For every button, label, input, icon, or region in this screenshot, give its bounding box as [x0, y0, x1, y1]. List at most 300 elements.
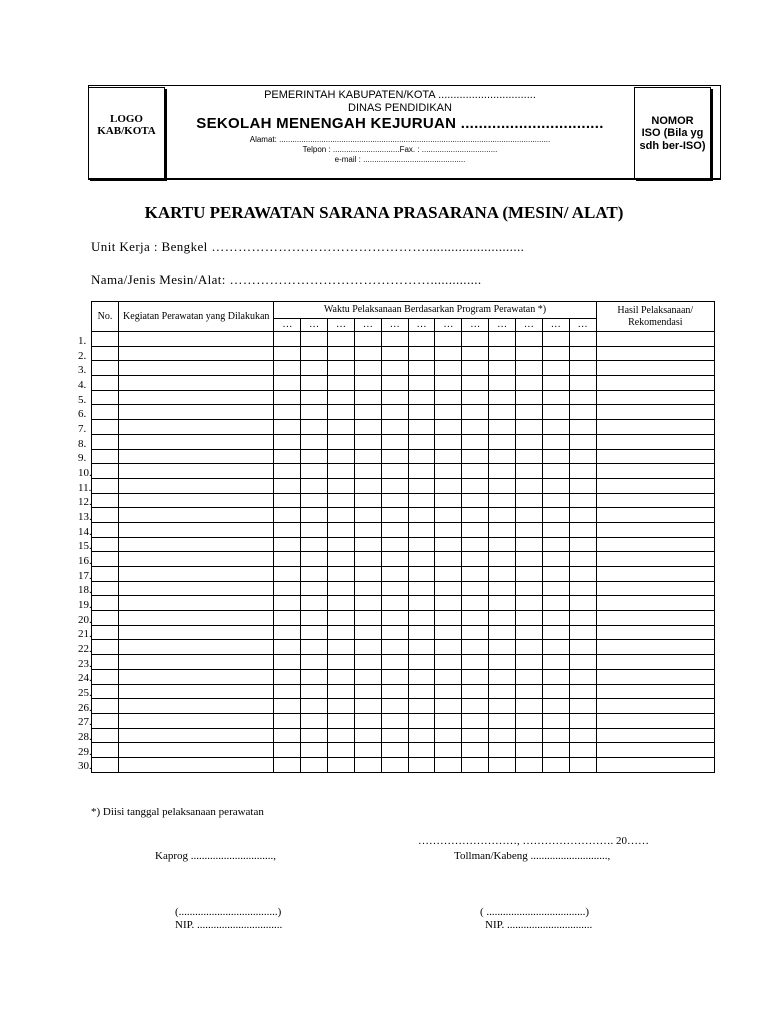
schedule-cell[interactable] [328, 449, 355, 464]
schedule-cell[interactable] [462, 699, 489, 714]
schedule-cell[interactable] [354, 361, 381, 376]
schedule-cell[interactable] [489, 596, 516, 611]
schedule-cell[interactable] [354, 567, 381, 582]
schedule-cell[interactable] [462, 728, 489, 743]
schedule-cell[interactable] [408, 478, 435, 493]
activity-cell[interactable] [119, 596, 274, 611]
schedule-cell[interactable] [328, 581, 355, 596]
schedule-cell[interactable] [301, 596, 328, 611]
schedule-cell[interactable] [515, 434, 542, 449]
activity-cell[interactable] [119, 522, 274, 537]
schedule-cell[interactable] [542, 581, 569, 596]
result-cell[interactable] [596, 493, 714, 508]
schedule-cell[interactable] [489, 522, 516, 537]
schedule-cell[interactable] [408, 420, 435, 435]
schedule-cell[interactable] [274, 567, 301, 582]
schedule-cell[interactable] [301, 464, 328, 479]
schedule-cell[interactable] [274, 743, 301, 758]
schedule-cell[interactable] [381, 464, 408, 479]
schedule-cell[interactable] [542, 596, 569, 611]
schedule-cell[interactable] [569, 376, 596, 391]
schedule-cell[interactable] [435, 713, 462, 728]
schedule-cell[interactable] [274, 669, 301, 684]
schedule-cell[interactable] [435, 743, 462, 758]
schedule-cell[interactable] [274, 611, 301, 626]
schedule-cell[interactable] [381, 611, 408, 626]
result-cell[interactable] [596, 611, 714, 626]
activity-cell[interactable] [119, 728, 274, 743]
schedule-cell[interactable] [515, 478, 542, 493]
schedule-cell[interactable] [542, 684, 569, 699]
schedule-cell[interactable] [569, 332, 596, 347]
schedule-cell[interactable] [301, 522, 328, 537]
schedule-cell[interactable] [569, 346, 596, 361]
schedule-cell[interactable] [274, 420, 301, 435]
schedule-cell[interactable] [489, 757, 516, 772]
schedule-cell[interactable] [542, 611, 569, 626]
schedule-cell[interactable] [435, 552, 462, 567]
schedule-cell[interactable] [489, 567, 516, 582]
activity-cell[interactable] [119, 567, 274, 582]
schedule-cell[interactable] [489, 552, 516, 567]
schedule-cell[interactable] [274, 552, 301, 567]
schedule-cell[interactable] [462, 390, 489, 405]
schedule-cell[interactable] [515, 728, 542, 743]
schedule-cell[interactable] [381, 346, 408, 361]
schedule-cell[interactable] [489, 669, 516, 684]
result-cell[interactable] [596, 478, 714, 493]
schedule-cell[interactable] [381, 684, 408, 699]
tollman-name-field[interactable]: ( ....................................) [480, 906, 590, 918]
schedule-cell[interactable] [569, 552, 596, 567]
activity-cell[interactable] [119, 346, 274, 361]
schedule-cell[interactable] [381, 552, 408, 567]
schedule-cell[interactable] [569, 420, 596, 435]
schedule-cell[interactable] [274, 537, 301, 552]
result-cell[interactable] [596, 713, 714, 728]
schedule-cell[interactable] [515, 346, 542, 361]
schedule-cell[interactable] [381, 376, 408, 391]
activity-cell[interactable] [119, 640, 274, 655]
schedule-cell[interactable] [489, 537, 516, 552]
result-cell[interactable] [596, 596, 714, 611]
schedule-cell[interactable] [381, 522, 408, 537]
schedule-cell[interactable] [569, 522, 596, 537]
schedule-cell[interactable] [408, 361, 435, 376]
schedule-cell[interactable] [569, 434, 596, 449]
result-cell[interactable] [596, 640, 714, 655]
schedule-cell[interactable] [515, 640, 542, 655]
schedule-cell[interactable] [542, 567, 569, 582]
schedule-cell[interactable] [301, 625, 328, 640]
result-cell[interactable] [596, 655, 714, 670]
schedule-cell[interactable] [489, 655, 516, 670]
result-cell[interactable] [596, 405, 714, 420]
schedule-cell[interactable] [381, 420, 408, 435]
result-cell[interactable] [596, 420, 714, 435]
schedule-cell[interactable] [408, 390, 435, 405]
schedule-cell[interactable] [542, 757, 569, 772]
schedule-cell[interactable] [408, 567, 435, 582]
schedule-cell[interactable] [435, 449, 462, 464]
schedule-cell[interactable] [274, 596, 301, 611]
schedule-cell[interactable] [301, 346, 328, 361]
result-cell[interactable] [596, 361, 714, 376]
result-cell[interactable] [596, 537, 714, 552]
schedule-cell[interactable] [354, 522, 381, 537]
schedule-cell[interactable] [301, 449, 328, 464]
schedule-cell[interactable] [489, 713, 516, 728]
schedule-cell[interactable] [489, 346, 516, 361]
schedule-cell[interactable] [489, 640, 516, 655]
schedule-cell[interactable] [328, 640, 355, 655]
schedule-cell[interactable] [435, 581, 462, 596]
schedule-cell[interactable] [301, 376, 328, 391]
schedule-cell[interactable] [462, 640, 489, 655]
activity-cell[interactable] [119, 508, 274, 523]
schedule-cell[interactable] [408, 699, 435, 714]
schedule-cell[interactable] [354, 581, 381, 596]
schedule-cell[interactable] [515, 376, 542, 391]
schedule-cell[interactable] [489, 625, 516, 640]
schedule-cell[interactable] [435, 434, 462, 449]
schedule-cell[interactable] [408, 596, 435, 611]
schedule-cell[interactable] [489, 390, 516, 405]
schedule-cell[interactable] [462, 508, 489, 523]
schedule-cell[interactable] [489, 743, 516, 758]
schedule-cell[interactable] [542, 728, 569, 743]
schedule-cell[interactable] [381, 699, 408, 714]
result-cell[interactable] [596, 332, 714, 347]
result-cell[interactable] [596, 625, 714, 640]
result-cell[interactable] [596, 757, 714, 772]
schedule-cell[interactable] [408, 743, 435, 758]
schedule-cell[interactable] [274, 376, 301, 391]
schedule-cell[interactable] [462, 625, 489, 640]
schedule-cell[interactable] [462, 684, 489, 699]
schedule-cell[interactable] [569, 405, 596, 420]
schedule-cell[interactable] [569, 581, 596, 596]
schedule-cell[interactable] [408, 405, 435, 420]
schedule-cell[interactable] [569, 757, 596, 772]
schedule-cell[interactable] [328, 611, 355, 626]
schedule-cell[interactable] [354, 713, 381, 728]
result-cell[interactable] [596, 434, 714, 449]
schedule-cell[interactable] [435, 522, 462, 537]
schedule-cell[interactable] [408, 684, 435, 699]
schedule-cell[interactable] [274, 493, 301, 508]
schedule-cell[interactable] [542, 434, 569, 449]
schedule-cell[interactable] [274, 449, 301, 464]
schedule-cell[interactable] [569, 699, 596, 714]
schedule-cell[interactable] [489, 728, 516, 743]
schedule-cell[interactable] [435, 420, 462, 435]
schedule-cell[interactable] [515, 699, 542, 714]
schedule-cell[interactable] [354, 405, 381, 420]
schedule-cell[interactable] [408, 757, 435, 772]
result-cell[interactable] [596, 552, 714, 567]
schedule-cell[interactable] [515, 361, 542, 376]
schedule-cell[interactable] [435, 699, 462, 714]
schedule-cell[interactable] [301, 669, 328, 684]
schedule-cell[interactable] [381, 405, 408, 420]
activity-cell[interactable] [119, 493, 274, 508]
schedule-cell[interactable] [408, 728, 435, 743]
schedule-cell[interactable] [515, 655, 542, 670]
schedule-cell[interactable] [354, 596, 381, 611]
schedule-cell[interactable] [542, 655, 569, 670]
schedule-cell[interactable] [301, 508, 328, 523]
schedule-cell[interactable] [328, 743, 355, 758]
schedule-cell[interactable] [542, 713, 569, 728]
schedule-cell[interactable] [489, 449, 516, 464]
schedule-cell[interactable] [354, 611, 381, 626]
result-cell[interactable] [596, 376, 714, 391]
activity-cell[interactable] [119, 420, 274, 435]
schedule-cell[interactable] [408, 346, 435, 361]
schedule-cell[interactable] [542, 390, 569, 405]
schedule-cell[interactable] [569, 537, 596, 552]
schedule-cell[interactable] [542, 537, 569, 552]
schedule-cell[interactable] [381, 669, 408, 684]
schedule-cell[interactable] [462, 611, 489, 626]
activity-cell[interactable] [119, 361, 274, 376]
schedule-cell[interactable] [274, 361, 301, 376]
schedule-cell[interactable] [274, 713, 301, 728]
schedule-cell[interactable] [354, 332, 381, 347]
result-cell[interactable] [596, 581, 714, 596]
schedule-cell[interactable] [569, 728, 596, 743]
result-cell[interactable] [596, 699, 714, 714]
schedule-cell[interactable] [462, 464, 489, 479]
schedule-cell[interactable] [489, 684, 516, 699]
schedule-cell[interactable] [354, 640, 381, 655]
schedule-cell[interactable] [301, 478, 328, 493]
activity-cell[interactable] [119, 699, 274, 714]
schedule-cell[interactable] [462, 420, 489, 435]
schedule-cell[interactable] [274, 508, 301, 523]
schedule-cell[interactable] [381, 640, 408, 655]
schedule-cell[interactable] [274, 478, 301, 493]
schedule-cell[interactable] [542, 376, 569, 391]
schedule-cell[interactable] [515, 420, 542, 435]
result-cell[interactable] [596, 522, 714, 537]
schedule-cell[interactable] [489, 478, 516, 493]
schedule-cell[interactable] [354, 493, 381, 508]
schedule-cell[interactable] [542, 332, 569, 347]
schedule-cell[interactable] [301, 552, 328, 567]
activity-cell[interactable] [119, 684, 274, 699]
schedule-cell[interactable] [408, 625, 435, 640]
schedule-cell[interactable] [328, 625, 355, 640]
schedule-cell[interactable] [489, 699, 516, 714]
schedule-cell[interactable] [489, 508, 516, 523]
schedule-cell[interactable] [462, 361, 489, 376]
activity-cell[interactable] [119, 405, 274, 420]
result-cell[interactable] [596, 728, 714, 743]
tollman-nip-field[interactable]: NIP. ............................... [485, 919, 593, 931]
schedule-cell[interactable] [408, 464, 435, 479]
schedule-cell[interactable] [328, 537, 355, 552]
schedule-cell[interactable] [274, 405, 301, 420]
schedule-cell[interactable] [354, 508, 381, 523]
schedule-cell[interactable] [354, 434, 381, 449]
result-cell[interactable] [596, 669, 714, 684]
schedule-cell[interactable] [569, 684, 596, 699]
schedule-cell[interactable] [569, 713, 596, 728]
kaprog-nip-field[interactable]: NIP. ............................... [175, 919, 283, 931]
schedule-cell[interactable] [328, 464, 355, 479]
schedule-cell[interactable] [569, 361, 596, 376]
schedule-cell[interactable] [462, 493, 489, 508]
schedule-cell[interactable] [489, 611, 516, 626]
schedule-cell[interactable] [408, 581, 435, 596]
schedule-cell[interactable] [328, 552, 355, 567]
schedule-cell[interactable] [569, 625, 596, 640]
activity-cell[interactable] [119, 713, 274, 728]
schedule-cell[interactable] [328, 405, 355, 420]
schedule-cell[interactable] [515, 625, 542, 640]
schedule-cell[interactable] [354, 655, 381, 670]
schedule-cell[interactable] [435, 611, 462, 626]
schedule-cell[interactable] [381, 449, 408, 464]
schedule-cell[interactable] [274, 464, 301, 479]
schedule-cell[interactable] [542, 464, 569, 479]
activity-cell[interactable] [119, 332, 274, 347]
schedule-cell[interactable] [489, 581, 516, 596]
schedule-cell[interactable] [381, 581, 408, 596]
schedule-cell[interactable] [462, 596, 489, 611]
schedule-cell[interactable] [328, 713, 355, 728]
activity-cell[interactable] [119, 552, 274, 567]
schedule-cell[interactable] [569, 655, 596, 670]
schedule-cell[interactable] [435, 596, 462, 611]
schedule-cell[interactable] [489, 376, 516, 391]
schedule-cell[interactable] [462, 376, 489, 391]
schedule-cell[interactable] [408, 655, 435, 670]
schedule-cell[interactable] [515, 493, 542, 508]
schedule-cell[interactable] [381, 493, 408, 508]
schedule-cell[interactable] [569, 493, 596, 508]
schedule-cell[interactable] [489, 332, 516, 347]
schedule-cell[interactable] [489, 420, 516, 435]
schedule-cell[interactable] [515, 567, 542, 582]
schedule-cell[interactable] [462, 567, 489, 582]
schedule-cell[interactable] [408, 434, 435, 449]
schedule-cell[interactable] [328, 346, 355, 361]
schedule-cell[interactable] [515, 508, 542, 523]
activity-cell[interactable] [119, 537, 274, 552]
schedule-cell[interactable] [408, 522, 435, 537]
schedule-cell[interactable] [301, 537, 328, 552]
schedule-cell[interactable] [515, 390, 542, 405]
schedule-cell[interactable] [569, 508, 596, 523]
schedule-cell[interactable] [515, 669, 542, 684]
schedule-cell[interactable] [301, 743, 328, 758]
schedule-cell[interactable] [301, 713, 328, 728]
activity-cell[interactable] [119, 376, 274, 391]
schedule-cell[interactable] [515, 596, 542, 611]
schedule-cell[interactable] [435, 655, 462, 670]
schedule-cell[interactable] [301, 390, 328, 405]
schedule-cell[interactable] [354, 346, 381, 361]
schedule-cell[interactable] [515, 581, 542, 596]
schedule-cell[interactable] [569, 640, 596, 655]
schedule-cell[interactable] [301, 493, 328, 508]
result-cell[interactable] [596, 346, 714, 361]
schedule-cell[interactable] [381, 743, 408, 758]
schedule-cell[interactable] [274, 655, 301, 670]
schedule-cell[interactable] [462, 757, 489, 772]
schedule-cell[interactable] [381, 390, 408, 405]
schedule-cell[interactable] [301, 655, 328, 670]
schedule-cell[interactable] [301, 728, 328, 743]
schedule-cell[interactable] [328, 699, 355, 714]
schedule-cell[interactable] [301, 361, 328, 376]
schedule-cell[interactable] [462, 581, 489, 596]
activity-cell[interactable] [119, 434, 274, 449]
schedule-cell[interactable] [274, 332, 301, 347]
result-cell[interactable] [596, 567, 714, 582]
schedule-cell[interactable] [274, 699, 301, 714]
schedule-cell[interactable] [354, 464, 381, 479]
schedule-cell[interactable] [328, 508, 355, 523]
schedule-cell[interactable] [435, 757, 462, 772]
schedule-cell[interactable] [354, 537, 381, 552]
schedule-cell[interactable] [328, 493, 355, 508]
schedule-cell[interactable] [542, 669, 569, 684]
schedule-cell[interactable] [354, 728, 381, 743]
schedule-cell[interactable] [354, 669, 381, 684]
schedule-cell[interactable] [515, 743, 542, 758]
schedule-cell[interactable] [515, 464, 542, 479]
result-cell[interactable] [596, 390, 714, 405]
schedule-cell[interactable] [569, 743, 596, 758]
result-cell[interactable] [596, 464, 714, 479]
schedule-cell[interactable] [462, 552, 489, 567]
schedule-cell[interactable] [328, 567, 355, 582]
schedule-cell[interactable] [435, 361, 462, 376]
activity-cell[interactable] [119, 655, 274, 670]
schedule-cell[interactable] [542, 743, 569, 758]
unit-field[interactable]: Unit Kerja : Bengkel …………………………………………........................... [91, 239, 525, 254]
schedule-cell[interactable] [569, 596, 596, 611]
schedule-cell[interactable] [274, 684, 301, 699]
schedule-cell[interactable] [328, 420, 355, 435]
schedule-cell[interactable] [569, 449, 596, 464]
date-line[interactable]: ………………………, ……………………. 20…… [418, 835, 649, 847]
schedule-cell[interactable] [381, 361, 408, 376]
activity-cell[interactable] [119, 478, 274, 493]
schedule-cell[interactable] [328, 390, 355, 405]
schedule-cell[interactable] [542, 346, 569, 361]
schedule-cell[interactable] [354, 552, 381, 567]
schedule-cell[interactable] [462, 522, 489, 537]
schedule-cell[interactable] [274, 625, 301, 640]
schedule-cell[interactable] [328, 361, 355, 376]
schedule-cell[interactable] [381, 596, 408, 611]
schedule-cell[interactable] [301, 434, 328, 449]
schedule-cell[interactable] [542, 478, 569, 493]
schedule-cell[interactable] [328, 757, 355, 772]
schedule-cell[interactable] [408, 449, 435, 464]
activity-cell[interactable] [119, 669, 274, 684]
schedule-cell[interactable] [328, 684, 355, 699]
schedule-cell[interactable] [569, 567, 596, 582]
schedule-cell[interactable] [354, 420, 381, 435]
schedule-cell[interactable] [301, 611, 328, 626]
schedule-cell[interactable] [381, 655, 408, 670]
